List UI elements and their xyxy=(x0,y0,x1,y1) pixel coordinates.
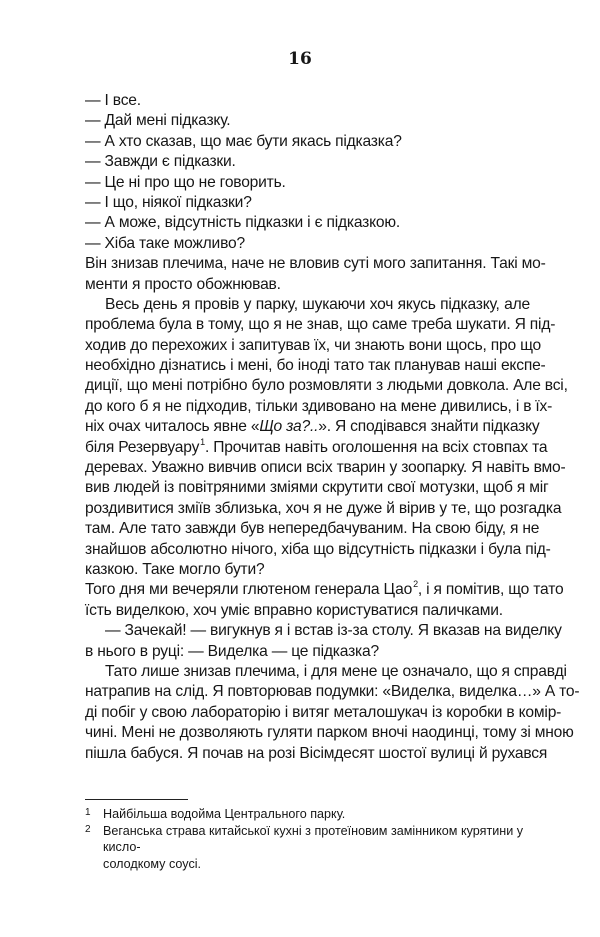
text-segment: ніх очах читалось явне « xyxy=(85,418,260,436)
text-segment: , і я помітив, що тато xyxy=(417,581,564,599)
main-text xyxy=(85,91,580,764)
footnote-divider xyxy=(85,799,188,800)
paragraph-line: там. Але тато завжди був непередбачуваним. На свою біду, я не xyxy=(85,520,540,538)
paragraph-line: ді побіг у свою лабораторію і витяг металошукач із коробки в комір- xyxy=(85,703,562,721)
paragraph-line: пішла бабуся. Я почав на розі Вісімдесят шостої вулиці й рухався xyxy=(85,744,548,762)
footnote-number: 1 xyxy=(85,807,91,818)
paragraph-line: — Зачекай! — вигукнув я і встав із-за столу. Я вказав на виделку xyxy=(105,622,562,640)
paragraph-line: менти я просто обожнював. xyxy=(85,275,281,293)
paragraph-line: натрапив на слід. Я повторював подумки: «Виделка, виделка…» А то- xyxy=(85,683,580,701)
paragraph-line: деревах. Уважно вивчив описи всіх тварин у зоопарку. Я навіть вмо- xyxy=(85,459,566,477)
paragraph-line: в нього в руці: — Виделка — це підказка? xyxy=(85,642,379,660)
footnote-text: солодкому соусі. xyxy=(103,856,202,871)
footnote-text-block xyxy=(103,823,530,873)
paragraph-line: Він знизав плечима, наче не вловив суті мого запитання. Такі мо- xyxy=(85,255,546,273)
paragraph-line: необхідно дізнатись і мені, бо іноді тато так планував наші експе- xyxy=(85,357,546,375)
paragraph-line: роздивитися зміїв зблизька, хоч я не дуже й вірив у те, що розгадка xyxy=(85,499,562,517)
footnote-text: Веганська страва китайської кухні з протеїновим замінником курятини у кисло- xyxy=(103,823,524,855)
text-segment: біля Резервуару xyxy=(85,438,200,456)
footnote-number: 2 xyxy=(85,823,91,835)
dialogue-line: — І що, ніякої підказки? xyxy=(85,193,252,211)
paragraph-line: до кого б я не підходив, тільки здивовано на мене дивились, і в їх- xyxy=(85,397,553,415)
paragraph-line: проблема була в тому, що я не знав, що саме треба шукати. Я під- xyxy=(85,316,556,334)
text-segment: ». Я сподівався знайти підказку xyxy=(318,418,540,436)
paragraph-line: казкою. Таке могло бути? xyxy=(85,560,265,578)
footnote-marker[interactable]: 2 xyxy=(413,579,418,590)
paragraph-line xyxy=(85,436,548,458)
paragraph-line xyxy=(85,417,540,437)
paragraph-line: Тато лише знизав плечима, і для мене це означало, що я справді xyxy=(105,662,567,680)
paragraph-line: чині. Мені не дозволяють гуляти парком вночі наодинці, тому зі мною xyxy=(85,724,574,742)
paragraph-line xyxy=(85,579,564,600)
footnote xyxy=(85,806,530,823)
page-number: 16 xyxy=(288,49,312,69)
dialogue-line: — А може, відсутність підказки і є підказкою. xyxy=(85,214,400,232)
dialogue-line: — Хіба таке можливо? xyxy=(85,234,245,252)
paragraph-line: Весь день я провів у парку, шукаючи хоч якусь підказку, але xyxy=(105,295,530,313)
footnote-text: Найбільша водойма Центрального парку. xyxy=(103,807,346,821)
italic-phrase: Що за?.. xyxy=(259,418,319,436)
dialogue-line: — І все. xyxy=(85,92,141,109)
paragraph-line: вив людей із повітряними зміями скрутити свої мотузки, щоб я міг xyxy=(85,479,549,497)
paragraph-line: їсть виделкою, хоч уміє вправно користуватися паличками. xyxy=(85,601,503,619)
dialogue-line: — А хто сказав, що має бути якась підказка? xyxy=(85,132,402,150)
text-segment: . Прочитав навіть оголошення на всіх стовпах та xyxy=(204,438,548,456)
footnote xyxy=(85,823,530,873)
footnotes xyxy=(85,806,530,872)
paragraph-line: ходив до перехожих і запитував їх, чи знають вони щось, про що xyxy=(85,336,542,354)
paragraph-line: диції, що мені потрібно було розмовляти з людьми довкола. Але всі, xyxy=(85,377,568,395)
dialogue-line: — Це ні про що не говорить. xyxy=(85,173,286,191)
footnote-marker[interactable]: 1 xyxy=(200,436,205,447)
dialogue-line: — Дай мені підказку. xyxy=(85,112,231,130)
text-segment: Того дня ми вечеряли глютеном генерала Цао xyxy=(85,581,413,599)
dialogue-line: — Завжди є підказки. xyxy=(85,153,236,171)
paragraph-line: знайшов абсолютно нічого, хіба що відсутність підказки і була під- xyxy=(85,540,551,558)
